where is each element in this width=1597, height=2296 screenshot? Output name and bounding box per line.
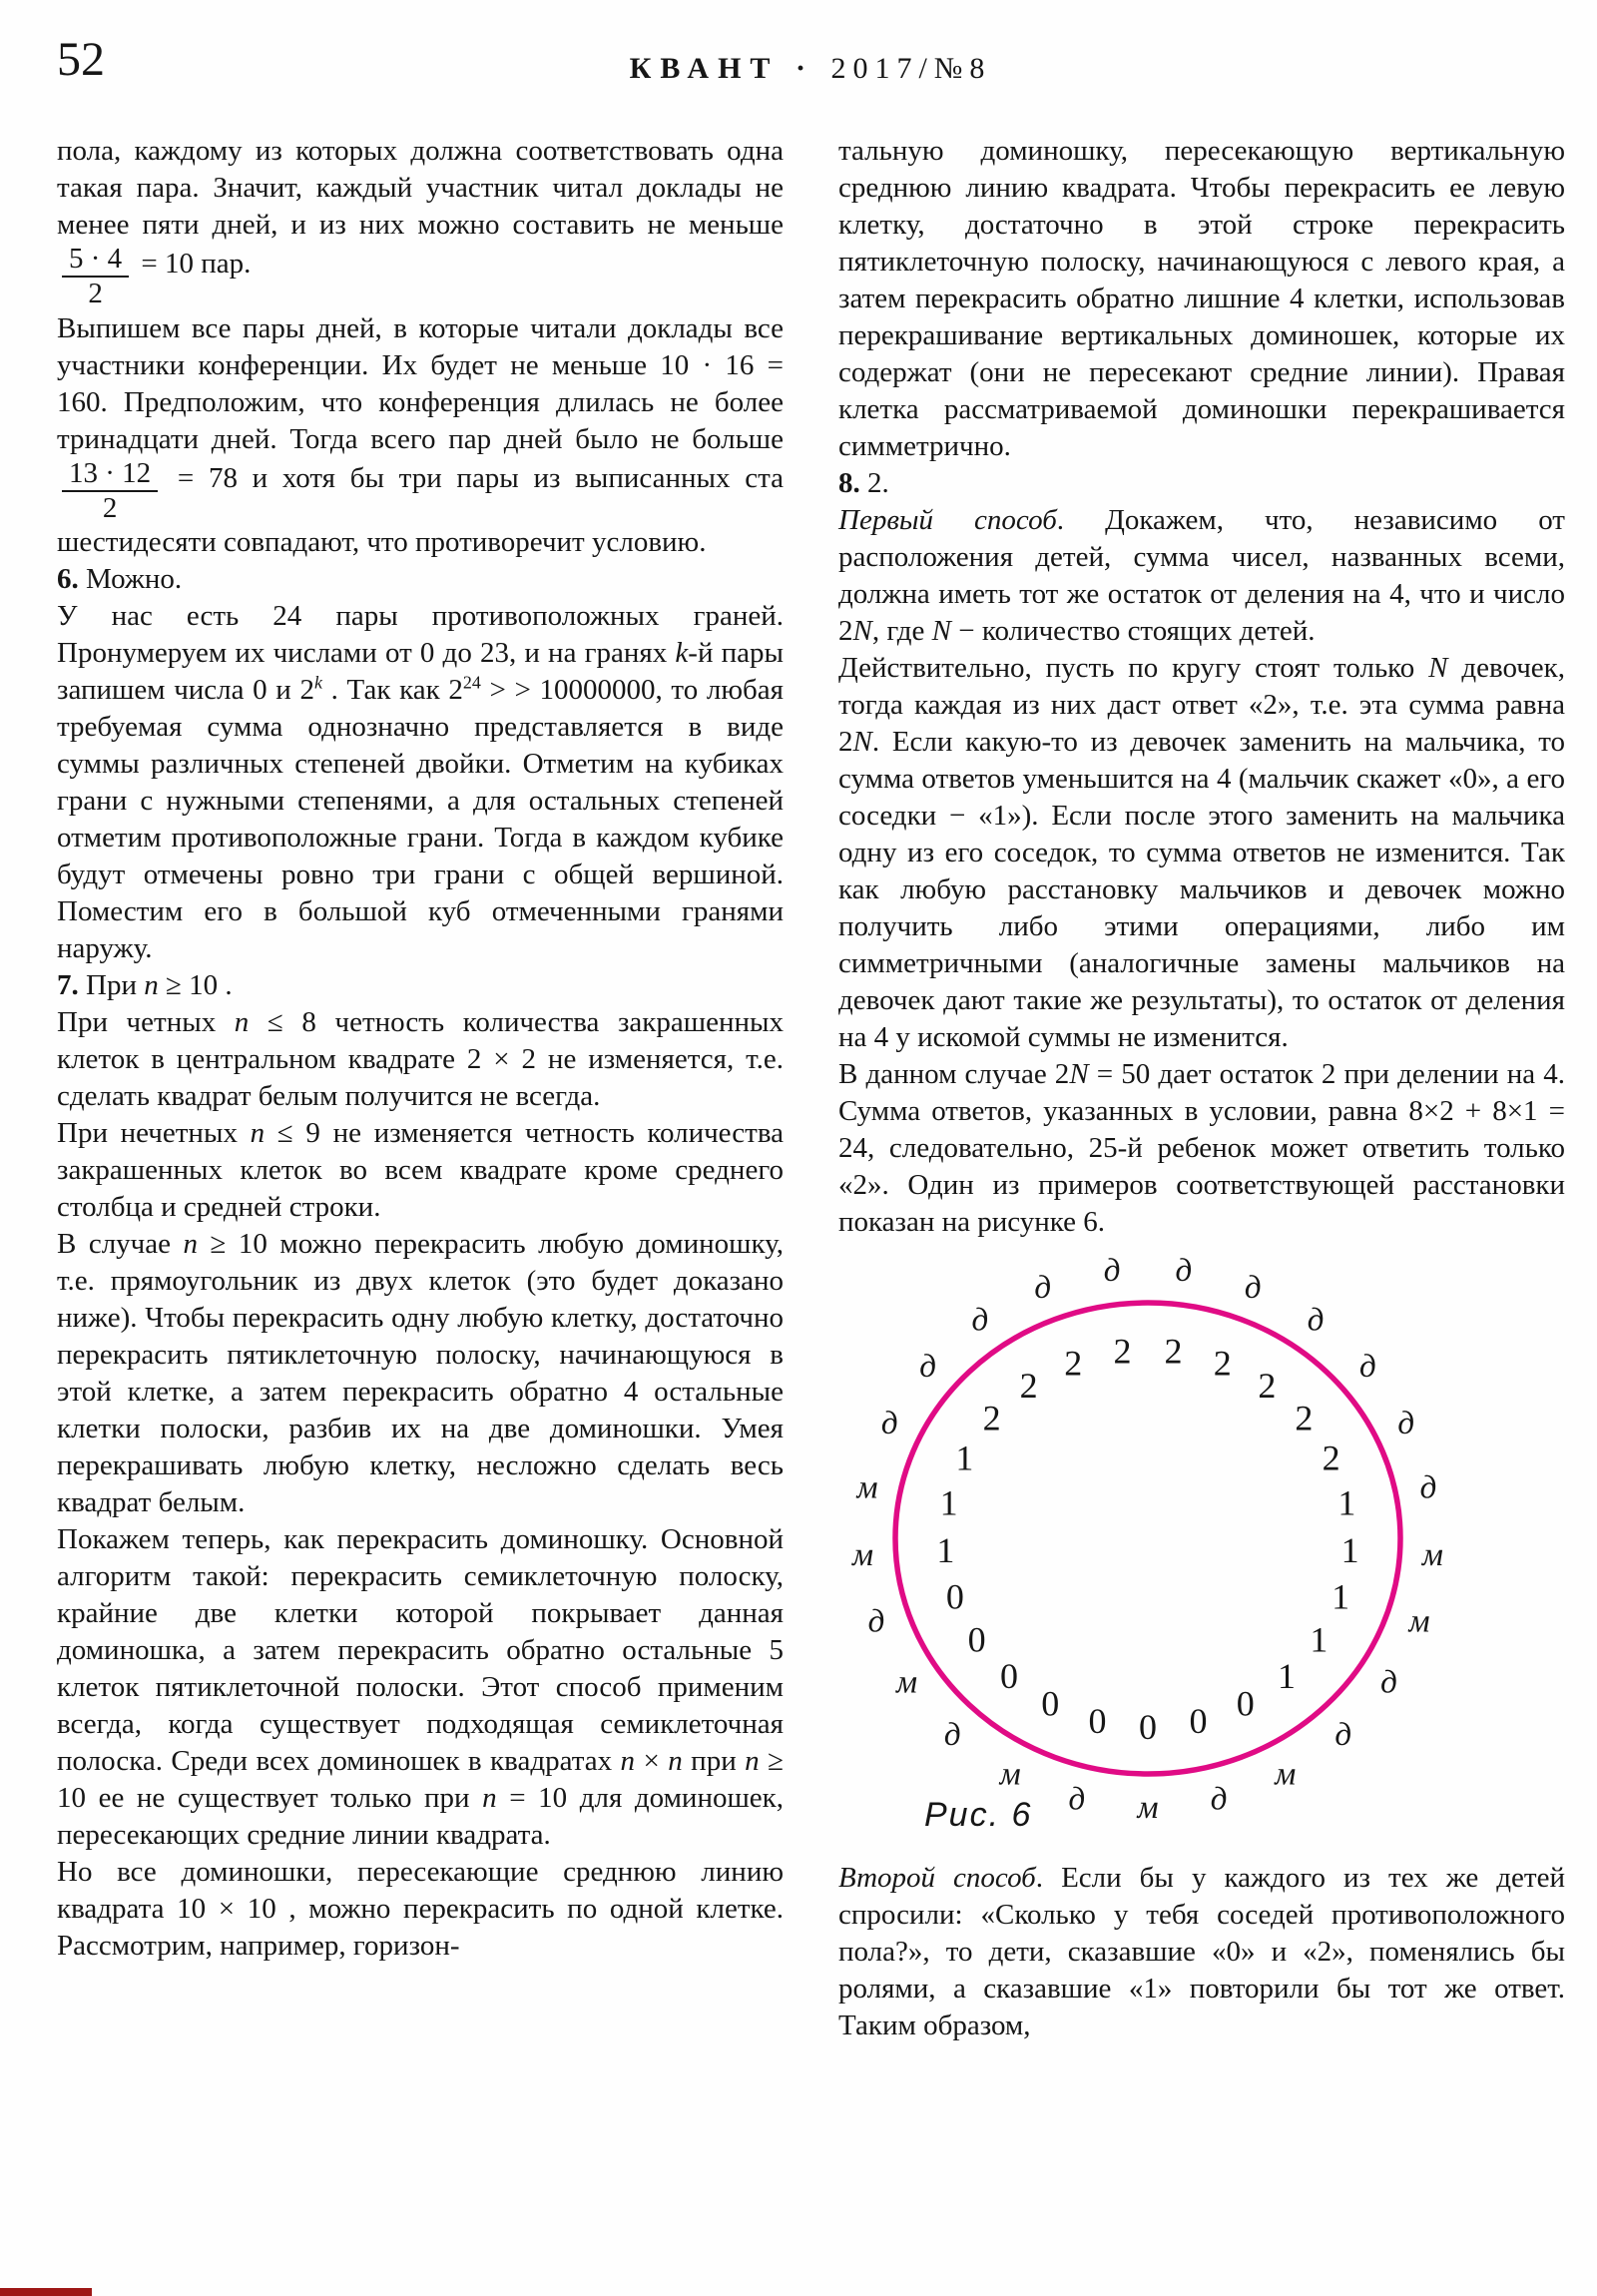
gender-letter: м (895, 1664, 918, 1701)
gender-letter: д (1175, 1253, 1193, 1290)
paragraph (57, 561, 784, 598)
italic-run: n (668, 1745, 683, 1778)
answer-number: 0 (945, 1576, 964, 1617)
gender-letter: д (1419, 1469, 1437, 1506)
answer-number: 1 (1310, 1619, 1329, 1660)
circle (895, 1303, 1400, 1774)
italic-run: N (852, 726, 872, 758)
right-text-column (838, 133, 1565, 2044)
fraction-numerator: 13 · 12 (62, 458, 158, 492)
journal-header (0, 52, 1597, 86)
gender-letter: м (1408, 1603, 1430, 1640)
paragraph (838, 502, 1565, 650)
gender-letter: м (999, 1756, 1021, 1793)
answer-number: 0 (1088, 1701, 1107, 1742)
paragraph (57, 1226, 784, 1521)
gender-letter: д (1307, 1302, 1325, 1339)
text-run: -й пары запишем числа 0 и (57, 637, 784, 707)
gender-letter: м (1275, 1756, 1297, 1793)
paragraph (838, 133, 1565, 465)
paragraph (57, 1004, 784, 1115)
text-run: = 50 дает остаток 2 при делении на 4. Сумма ответов, указанных в условии, равна 8×2 + 8×1 = 24, следовательно, 25-й ребенок может ответить только «2». Один из примеров соответствующей расстановки показан на рисунке 6. (838, 1058, 1565, 1238)
paragraph (57, 967, 784, 1004)
gender-letter: д (1034, 1269, 1052, 1306)
gender-letter: д (880, 1406, 898, 1442)
gender-letter: д (867, 1603, 885, 1640)
answer-number: 1 (1337, 1482, 1356, 1523)
italic-run: n (482, 1782, 497, 1815)
answer-number: 1 (939, 1482, 958, 1523)
answer-number: 1 (1331, 1576, 1350, 1617)
answer-number: 2 (1113, 1331, 1132, 1372)
paragraph (838, 650, 1565, 1056)
paragraph (57, 133, 784, 310)
gender-letter: д (1380, 1664, 1397, 1701)
paragraph (57, 598, 784, 967)
text-run: . Докажем, что, независимо от расположения детей, сумма чисел, названных всеми, должна иметь тот же остаток от деления на 4, что и число 2 (838, 504, 1565, 647)
gender-letter: м (1421, 1536, 1443, 1573)
text-run: При нечетных (57, 1117, 251, 1150)
italic-run: N (1428, 652, 1448, 684)
italic-run: N (931, 615, 952, 647)
answer-number: 2 (1258, 1366, 1277, 1407)
text-run: . Так как (321, 674, 449, 707)
italic-run: N (852, 615, 872, 647)
gender-letter: д (1210, 1781, 1228, 1818)
page-number: 52 (57, 33, 105, 86)
text-run: Действительно, пусть по кругу стоят только (838, 652, 1429, 684)
answer-number: 2 (1295, 1398, 1314, 1438)
text-run: В данном случае 2 (838, 1058, 1070, 1090)
paragraph (838, 465, 1565, 502)
text-run: > > 10000000, то любая требуемая сумма однозначно представляется в виде суммы различных степеней двойки. Отметим на кубиках грани с нужными степенями, а для остальных степеней отметим противоположные грани. Тогда в каждом кубике будут отмечены ровно три грани с общей вершиной. Поместим его в большой куб отмеченными гранями наружу. (57, 674, 784, 965)
text-run: × (635, 1745, 669, 1778)
text-run: тальную доминошку, пересекающую вертикальную среднюю линию квадрата. Чтобы перекрасить ее левую клетку, достаточно в этой строке перекрасить пятиклеточную полоску, начинающуюся с левого края, а затем перекрасить обратно лишние 4 клетки, использовав перекрашивание вертикальных доминошек, которые их содержат (они не пересекают средние линии). Правая клетка рассматриваемой доминошки перекрашивается симметрично. (838, 135, 1565, 462)
figure-6 (838, 1249, 1565, 1860)
answer-number: 0 (1041, 1683, 1060, 1724)
bold-run: 8. (838, 467, 860, 499)
answer-number: 2 (1322, 1437, 1340, 1478)
fraction (62, 458, 158, 525)
bottom-corner-print-mark (0, 2288, 92, 2296)
italic-run: k (675, 637, 689, 670)
text-run: ≥ 10 ее не существует только при (57, 1745, 785, 1815)
gender-letter: д (1397, 1406, 1415, 1442)
answer-number: 1 (1340, 1529, 1359, 1570)
text-run: При четных (57, 1006, 235, 1039)
paragraph (57, 1521, 784, 1854)
gender-letter: д (1068, 1781, 1086, 1818)
answer-number: 2 (982, 1398, 1001, 1438)
power-expression: $2^{24}$ (448, 672, 481, 707)
italic-run: N (1069, 1058, 1089, 1090)
answer-number: 2 (1213, 1343, 1232, 1384)
gender-letter: д (1334, 1716, 1352, 1753)
text-run: , где (871, 615, 932, 647)
bold-run: 7. (57, 969, 79, 1002)
answer-number: 0 (1139, 1707, 1157, 1747)
answer-number: 2 (1019, 1366, 1038, 1407)
text-run: В случае (57, 1228, 184, 1261)
text-run: − количество стоящих детей. (951, 615, 1316, 647)
text-run: . Если бы у каждого из тех же детей спросили: «Сколько у тебя соседей противоположного пола?», то дети, сказавшие «0» и «2», поменялись бы ролями, а сказавшие «1» повторили бы тот же ответ. Таким образом, (838, 1862, 1565, 2041)
fraction-denominator: 2 (102, 491, 118, 524)
italic-run: n (234, 1006, 250, 1039)
text-run: Покажем теперь, как перекрасить доминошку. Основной алгоритм такой: перекрасить семиклеточную полоску, крайние две клетки которой покрывает данная доминошка, а затем перекрасить обратно остальные 5 клеток пятиклеточной полоски. Этот способ применим всегда, когда существует подходящая семиклеточная полоска. Среди всех доминошек в квадратах (57, 1523, 784, 1778)
italic-run: Первый способ (838, 504, 1057, 536)
bold-run: 6. (57, 563, 79, 596)
answer-number: 0 (967, 1619, 986, 1660)
text-run: при (682, 1745, 746, 1778)
italic-run: n (250, 1117, 266, 1150)
gender-letter: д (1244, 1269, 1262, 1306)
paragraph (838, 1860, 1565, 2044)
text-run: При (78, 969, 145, 1002)
gender-letter: д (971, 1302, 989, 1339)
fraction (62, 244, 129, 310)
gender-letter: д (919, 1348, 936, 1385)
answer-number: 0 (1236, 1683, 1255, 1724)
text-run: ≤ 8 четность количества закрашенных клеток в центральном квадрате 2 × 2 не изменяется, т.е. сделать квадрат белым получится не всегда. (57, 1006, 784, 1113)
text-run: 2. (859, 467, 889, 499)
text-run: = 10 для доминошек, пересекающих средние линии квадрата. (57, 1782, 784, 1852)
answer-number: 1 (955, 1437, 974, 1478)
journal-issue: 2017/№8 (830, 52, 992, 85)
answer-number: 0 (1000, 1655, 1019, 1696)
gender-letter: д (1359, 1348, 1376, 1385)
gender-letter: м (856, 1469, 878, 1506)
paragraph (57, 310, 784, 562)
answer-number: 1 (936, 1529, 955, 1570)
text-run: = 78 и хотя бы три пары из выписанных ста шестидесяти совпадают, что противоречит условию. (57, 461, 784, 559)
header-separator: · (795, 52, 814, 85)
gender-letter: д (943, 1716, 961, 1753)
paragraph (57, 1854, 784, 1965)
text-run: ≥ 10 можно перекрасить любую доминошку, т.е. прямоугольник из двух клеток (это будет доказано ниже). Чтобы перекрасить одну любую клетку, достаточно перекрасить пятиклеточную полоску, начинающуюся в этой клетке, а затем перекрасить обратно 4 остальные клетки полоски, разбив их на две доминошки. Умея перекрашивать любую клетку, несложно сделать весь квадрат белым. (57, 1228, 784, 1519)
text-run: девочек, тогда каждая из них даст ответ «2», т.е. эта сумма равна 2 (838, 652, 1565, 758)
italic-run: n (144, 969, 159, 1002)
answer-number: 1 (1277, 1655, 1296, 1696)
text-run: . Если какую-то из девочек заменить на мальчика, то сумма ответов уменьшится на 4 (мальчик скажет «0», а его соседки − «1»). Если после этого заменить на мальчика одну из его соседок, то сумма ответов не изменится. Так как любую расстановку мальчиков и девочек можно получить либо этими операциями, либо им симметричными (аналогичные замены мальчиков на девочек дают такие же результаты), то остаток от деления на 4 у искомой суммы не изменится. (838, 726, 1565, 1053)
italic-run: n (745, 1745, 760, 1778)
left-text-column (57, 133, 784, 1965)
text-run: У нас есть 24 пары противоположных граней. Пронумеруем их числами от 0 до 23, и на гранях (57, 600, 784, 670)
text-run: пола, каждому из которых должна соответствовать одна такая пара. Значит, каждый участник читал доклады не менее пяти дней, и из них можно составить не меньше (57, 135, 784, 241)
text-run: ≤ 9 не изменяется четность количества закрашенных клеток во всем квадрате кроме среднего столбца и средней строки. (57, 1117, 785, 1224)
text-run: ≥ 10 . (158, 969, 233, 1002)
italic-run: n (183, 1228, 199, 1261)
fraction-numerator: 5 · 4 (62, 244, 129, 278)
italic-run: n (620, 1745, 636, 1778)
text-run: = 10 пар. (134, 247, 252, 280)
italic-run: Второй способ (838, 1862, 1036, 1894)
gender-letter: м (1137, 1790, 1159, 1826)
answer-number: 0 (1189, 1701, 1208, 1742)
children-circle-diagram (838, 1249, 1565, 1860)
text-run: Можно. (78, 563, 183, 596)
journal-title: КВАНТ (629, 52, 780, 85)
power-expression: 2$^k$ (299, 672, 322, 707)
gender-letter: д (1103, 1253, 1121, 1290)
gender-letter: м (852, 1536, 874, 1573)
text-run: Но все доминошки, пересекающие среднюю линию квадрата 10 × 10 , можно перекрасить по одной клетке. Рассмотрим, например, горизон- (57, 1856, 784, 1963)
paragraph (838, 1056, 1565, 1241)
fraction-denominator: 2 (88, 278, 103, 310)
text-run: Выпишем все пары дней, в которые читали доклады все участники конференции. Их будет не меньше 10 · 16 = 160. Предположим, что конференция длилась не более тринадцати дней. Тогда всего пар дней было не больше (57, 311, 784, 455)
figure-caption: Рис. 6 (924, 1796, 1033, 1834)
answer-number: 2 (1064, 1343, 1083, 1384)
answer-number: 2 (1164, 1331, 1183, 1372)
paragraph (57, 1115, 784, 1226)
